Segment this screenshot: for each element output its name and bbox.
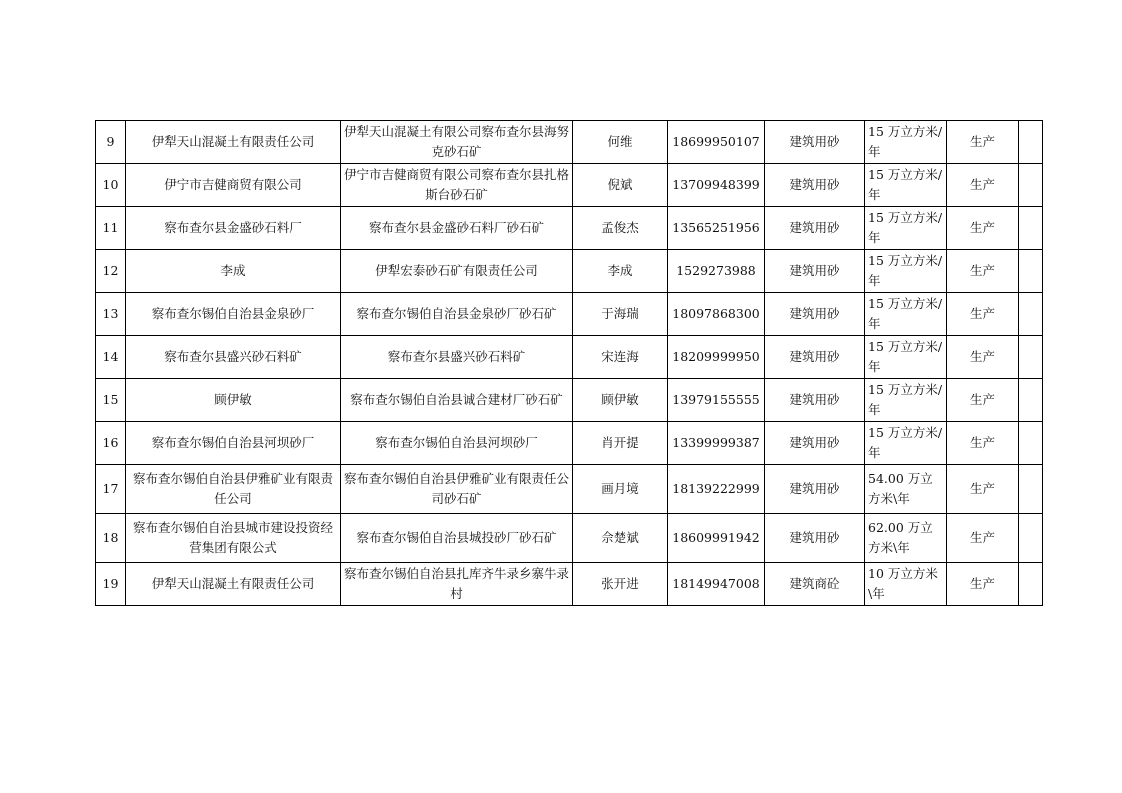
mine-name: 察布查尔锡伯自治县诚合建材厂砂石矿 — [341, 379, 573, 422]
production-scale: 15 万立方米/年 — [865, 379, 947, 422]
production-scale: 15 万立方米/年 — [865, 121, 947, 164]
mine-name: 察布查尔锡伯自治县金泉砂厂砂石矿 — [341, 293, 573, 336]
row-number: 13 — [96, 293, 126, 336]
phone-number: 13565251956 — [668, 207, 765, 250]
table-row — [96, 121, 1043, 164]
row-number: 9 — [96, 121, 126, 164]
phone-number: 18139222999 — [668, 465, 765, 514]
status: 生产 — [947, 121, 1019, 164]
note — [1019, 422, 1043, 465]
note — [1019, 250, 1043, 293]
note — [1019, 514, 1043, 563]
company-name: 察布查尔锡伯自治县河坝砂厂 — [126, 422, 341, 465]
mineral-type: 建筑用砂 — [765, 336, 865, 379]
row-number: 18 — [96, 514, 126, 563]
company-name: 伊犁天山混凝土有限责任公司 — [126, 121, 341, 164]
mine-name: 察布查尔锡伯自治县城投砂厂砂石矿 — [341, 514, 573, 563]
mine-name: 察布查尔县盛兴砂石料矿 — [341, 336, 573, 379]
status: 生产 — [947, 164, 1019, 207]
row-number: 19 — [96, 563, 126, 606]
row-number: 14 — [96, 336, 126, 379]
contact-person: 倪斌 — [573, 164, 668, 207]
company-name: 察布查尔锡伯自治县城市建设投资经营集团有限公式 — [126, 514, 341, 563]
status: 生产 — [947, 293, 1019, 336]
contact-person: 画月境 — [573, 465, 668, 514]
company-name: 察布查尔县金盛砂石料厂 — [126, 207, 341, 250]
company-name: 察布查尔锡伯自治县伊雅矿业有限责任公司 — [126, 465, 341, 514]
phone-number: 13979155555 — [668, 379, 765, 422]
table-row — [96, 422, 1043, 465]
status: 生产 — [947, 379, 1019, 422]
contact-person: 肖开提 — [573, 422, 668, 465]
company-name: 察布查尔县盛兴砂石料矿 — [126, 336, 341, 379]
production-scale: 15 万立方米/年 — [865, 336, 947, 379]
note — [1019, 563, 1043, 606]
row-number: 11 — [96, 207, 126, 250]
phone-number: 18209999950 — [668, 336, 765, 379]
table-row — [96, 514, 1043, 563]
company-name: 伊宁市吉健商贸有限公司 — [126, 164, 341, 207]
mine-name: 伊宁市吉健商贸有限公司察布查尔县扎格斯台砂石矿 — [341, 164, 573, 207]
phone-number: 13399999387 — [668, 422, 765, 465]
mineral-type: 建筑用砂 — [765, 514, 865, 563]
mineral-type: 建筑用砂 — [765, 422, 865, 465]
production-scale: 10 万立方米\年 — [865, 563, 947, 606]
phone-number: 18149947008 — [668, 563, 765, 606]
phone-number: 1529273988 — [668, 250, 765, 293]
phone-number: 18699950107 — [668, 121, 765, 164]
mine-name: 察布查尔锡伯自治县河坝砂厂 — [341, 422, 573, 465]
mineral-type: 建筑用砂 — [765, 465, 865, 514]
note — [1019, 336, 1043, 379]
company-name: 伊犁天山混凝土有限责任公司 — [126, 563, 341, 606]
row-number: 15 — [96, 379, 126, 422]
table-row — [96, 250, 1043, 293]
contact-person: 张开进 — [573, 563, 668, 606]
mineral-type: 建筑商砼 — [765, 563, 865, 606]
production-scale: 62.00 万立方米\年 — [865, 514, 947, 563]
mineral-type: 建筑用砂 — [765, 293, 865, 336]
contact-person: 何维 — [573, 121, 668, 164]
note — [1019, 121, 1043, 164]
mineral-type: 建筑用砂 — [765, 207, 865, 250]
mineral-type: 建筑用砂 — [765, 164, 865, 207]
mine-name: 察布查尔锡伯自治县伊雅矿业有限责任公司砂石矿 — [341, 465, 573, 514]
company-name: 察布查尔锡伯自治县金泉砂厂 — [126, 293, 341, 336]
note — [1019, 379, 1043, 422]
phone-number: 13709948399 — [668, 164, 765, 207]
production-scale: 15 万立方米/年 — [865, 250, 947, 293]
row-number: 16 — [96, 422, 126, 465]
status: 生产 — [947, 207, 1019, 250]
contact-person: 宋连海 — [573, 336, 668, 379]
production-scale: 15 万立方米/年 — [865, 164, 947, 207]
note — [1019, 465, 1043, 514]
mineral-type: 建筑用砂 — [765, 121, 865, 164]
note — [1019, 293, 1043, 336]
status: 生产 — [947, 465, 1019, 514]
contact-person: 李成 — [573, 250, 668, 293]
status: 生产 — [947, 563, 1019, 606]
row-number: 10 — [96, 164, 126, 207]
table-row — [96, 336, 1043, 379]
status: 生产 — [947, 422, 1019, 465]
mine-name: 察布查尔县金盛砂石料厂砂石矿 — [341, 207, 573, 250]
table-row — [96, 379, 1043, 422]
table-body — [96, 121, 1043, 606]
row-number: 12 — [96, 250, 126, 293]
table-row — [96, 465, 1043, 514]
note — [1019, 207, 1043, 250]
mineral-type: 建筑用砂 — [765, 379, 865, 422]
company-name: 李成 — [126, 250, 341, 293]
production-scale: 15 万立方米/年 — [865, 422, 947, 465]
contact-person: 顾伊敏 — [573, 379, 668, 422]
status: 生产 — [947, 514, 1019, 563]
contact-person: 佘楚斌 — [573, 514, 668, 563]
phone-number: 18097868300 — [668, 293, 765, 336]
row-number: 17 — [96, 465, 126, 514]
contact-person: 于海瑞 — [573, 293, 668, 336]
status: 生产 — [947, 336, 1019, 379]
status: 生产 — [947, 250, 1019, 293]
note — [1019, 164, 1043, 207]
table-row — [96, 164, 1043, 207]
table-row — [96, 207, 1043, 250]
table-row — [96, 563, 1043, 606]
company-name: 顾伊敏 — [126, 379, 341, 422]
contact-person: 孟俊杰 — [573, 207, 668, 250]
phone-number: 18609991942 — [668, 514, 765, 563]
production-scale: 15 万立方米/年 — [865, 293, 947, 336]
production-scale: 15 万立方米/年 — [865, 207, 947, 250]
table-row — [96, 293, 1043, 336]
mine-name: 察布查尔锡伯自治县扎库齐牛录乡寨牛录村 — [341, 563, 573, 606]
mine-name: 伊犁天山混凝土有限公司察布查尔县海努克砂石矿 — [341, 121, 573, 164]
production-scale: 54.00 万立方米\年 — [865, 465, 947, 514]
mine-list-table — [95, 120, 1043, 606]
mineral-type: 建筑用砂 — [765, 250, 865, 293]
mine-name: 伊犁宏泰砂石矿有限责任公司 — [341, 250, 573, 293]
